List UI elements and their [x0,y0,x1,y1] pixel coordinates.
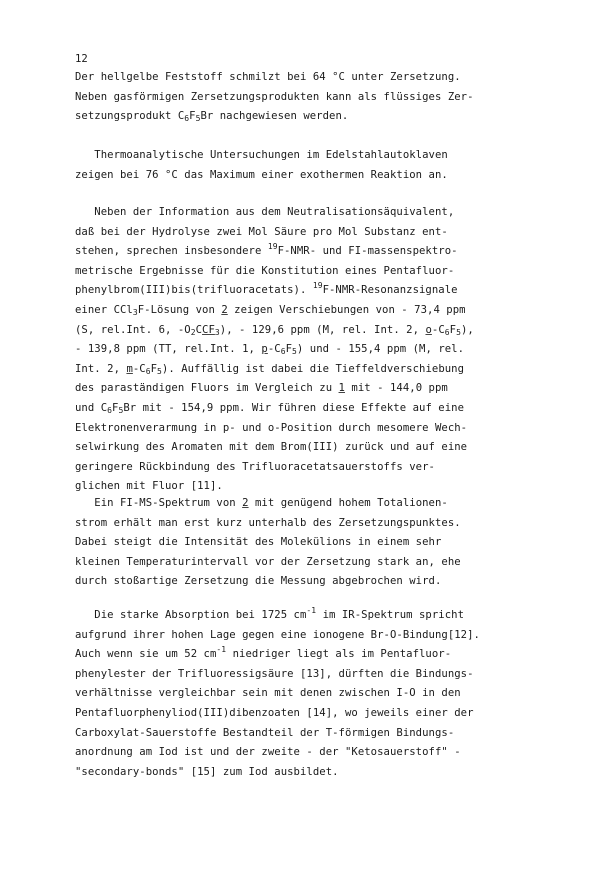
paragraph-fi-ms [75,494,535,592]
text-line: daß bei der Hydrolyse zwei Mol Säure pro Mol Substanz ent- [75,225,448,238]
text-line: Neben der Information aus dem Neutralisationsäquivalent, [75,206,455,218]
paragraph-ir [75,606,535,782]
text-line: selwirkung des Aromaten mit dem Brom(III) zurück und auf eine [75,441,468,454]
text-line: "secondary-bonds" [15] zum Iod ausbildet. [75,765,339,778]
text-line: einer CCl$_3$F-Lösung von 2 zeigen Verschiebungen von - 73,4 ppm [75,303,466,317]
text-line: metrische Ergebnisse für die Konstitution eines Pentafluor- [75,264,455,277]
text-line: anordnung am Iod ist und der zweite - der "Ketosauerstoff" - [75,746,461,759]
text-line: stehen, sprechen insbesondere $^{19}$F-NMR- und FI-massenspektro- [75,242,458,258]
text-line: Dabei steigt die Intensität des Molekülions in einem sehr [75,536,442,549]
text-line: Ein FI-MS-Spektrum von 2 mit genügend hohem Totalionen- [75,497,448,509]
text-line: zeigen bei 76 °C das Maximum einer exothermen Reaktion an. [75,168,448,181]
paragraph-thermoanalysis [75,146,535,185]
text-line: Neben gasförmigen Zersetzungsprodukten kann als flüssiges Zer- [75,90,474,103]
text-line: Elektronenverarmung in p- und o-Position durch mesomere Wech- [75,421,468,434]
text-line: und $C_6F_5Br$ mit - 154,9 ppm. Wir führen diese Effekte auf eine [75,401,465,415]
text-line: aufgrund ihrer hohen Lage gegen eine ionogene Br-O-Bindung[12]. [75,628,480,641]
text-line: Carboxylat-Sauerstoffe Bestandteil der T-förmigen Bindungs- [75,726,455,739]
text-line: glichen mit Fluor [11]. [75,480,223,493]
paragraph-melting [75,68,535,127]
text-line: - 139,8 ppm (TT, rel.Int. 1, $p-C_6F_5$) und - 155,4 ppm (M, rel. [75,343,465,357]
text-line: durch stoßartige Zersetzung die Messung abgebrochen wird. [75,575,442,588]
text-line: (S, rel.Int. 6, $-O_2CCF_3$), - 129,6 ppm (M, rel. Int. 2, $o-C_6F_5$), [75,323,474,337]
text-line: Der hellgelbe Feststoff schmilzt bei 64 °C unter Zersetzung. [75,71,461,83]
text-line: Int. 2, $m-C_6F_5$). Auffällig ist dabei die Tieffeldverschiebung [75,362,465,376]
paragraph-nmr [75,203,535,497]
text-line: Thermoanalytische Untersuchungen im Edelstahlautoklaven [75,149,448,161]
text-line: geringere Rückbindung des Trifluoracetatsauerstoffs ver- [75,460,435,473]
text-line: phenylbrom(III)bis(trifluoracetats). $^{19}$F-NMR-Resonanzsignale [75,281,458,297]
text-line: strom erhält man erst kurz unterhalb des Zersetzungspunktes. [75,516,461,529]
text-line: verhältnisse vergleichbar sein mit denen zwischen I-O in den [75,687,461,700]
text-line: Pentafluorphenyliod(III)dibenzoaten [14], wo jeweils einer der [75,706,474,719]
text-line: des paraständigen Fluors im Vergleich zu 1 mit - 144,0 ppm [75,382,448,395]
text-line: phenylester der Trifluoressigsäure [13], dürften die Bindungs- [75,667,474,680]
text-line: setzungsprodukt $C_6F_5Br$ nachgewiesen werden. [75,110,349,124]
text-line: Auch wenn sie um 52 $cm^{-1}$ niedriger liegt als im Pentafluor- [75,645,452,661]
text-line: Die starke Absorption bei 1725 $cm^{-1}$ im IR-Spektrum spricht [75,606,464,621]
page-number: 12 [75,53,88,65]
text-line: kleinen Temperaturintervall vor der Zersetzung stark an, ehe [75,555,461,568]
